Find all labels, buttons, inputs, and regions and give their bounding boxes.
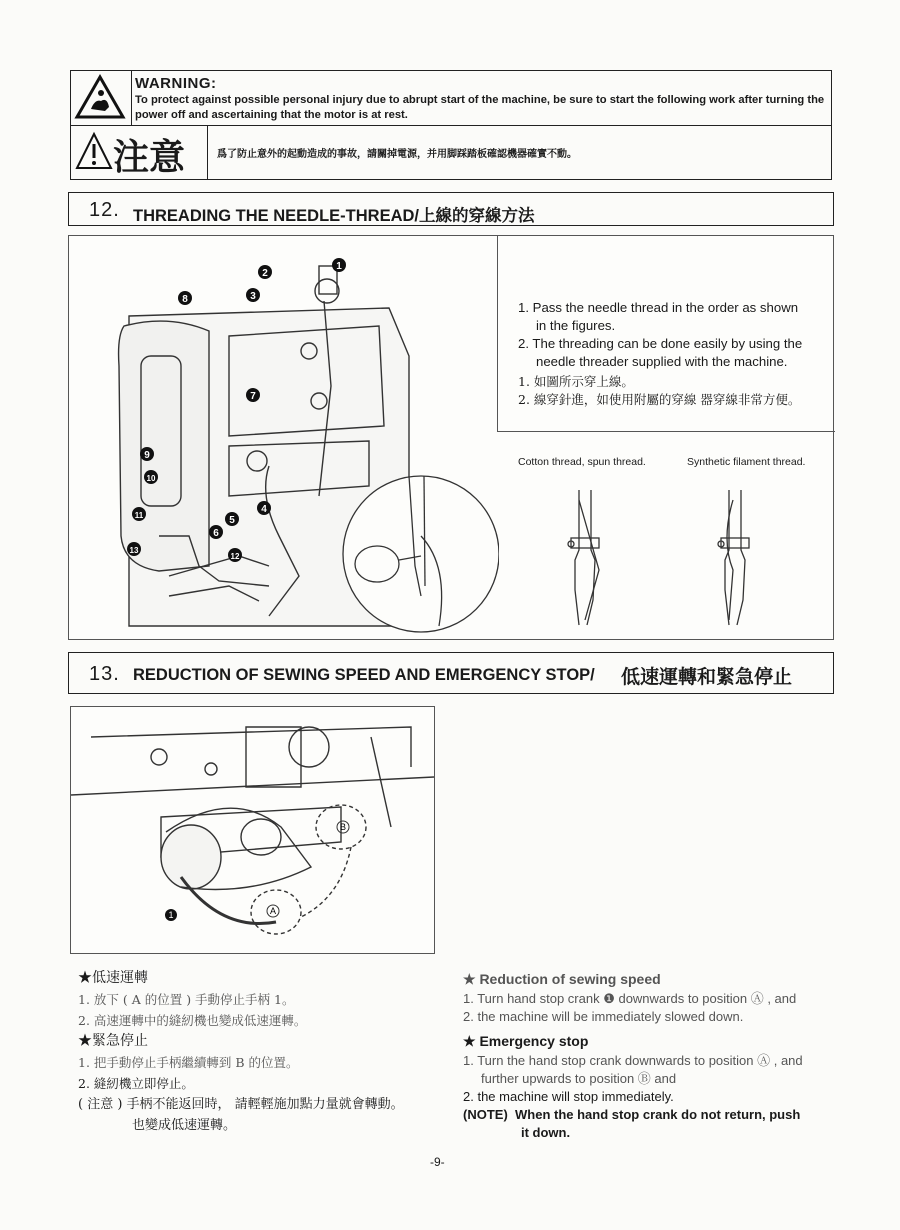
needle-detail-circle xyxy=(343,476,499,632)
section-13-zh-text xyxy=(78,968,458,1136)
callout-1 xyxy=(332,258,346,272)
section-13-title-zh: 低速運轉和緊急停止 xyxy=(621,667,793,688)
en-reduction-1: 1. Turn hand stop crank ❶ downwards to position Ⓐ , and xyxy=(463,991,797,1006)
callout-12-label: 12 xyxy=(230,552,240,561)
zh-stop-head: ★緊急停止 xyxy=(78,1033,148,1049)
page-number: -9- xyxy=(430,1155,445,1169)
step-2-line-1: 2. The threading can be done easily by using the xyxy=(518,336,803,351)
section-13-number: 13. xyxy=(89,663,120,685)
sewing-machine-head-illustration xyxy=(69,236,499,639)
warning-title: WARNING: xyxy=(135,75,217,92)
callout-6 xyxy=(209,525,223,539)
step-1-line-1: 1. Pass the needle thread in the order as shown xyxy=(518,300,799,315)
section-12-title: THREADING THE NEEDLE-THREAD/上線的穿線方法 xyxy=(133,207,535,225)
callout-5-label: 5 xyxy=(229,515,235,526)
warning-text: To protect against possible personal injury due to abrupt start of the machine, be sure to start the following work after turning the power off and ascertaining that the motor is at rest. xyxy=(135,94,825,121)
en-note-text-2: it down. xyxy=(521,1125,571,1140)
label-position-b xyxy=(337,821,349,833)
step-zh-2: 2. 線穿針進，如使用附屬的穿線 器穿線非常方便。 xyxy=(518,392,801,407)
hand-stop-crank-figure xyxy=(70,706,435,954)
callout-12 xyxy=(228,548,242,562)
callout-8-label: 8 xyxy=(182,294,188,305)
callout-11 xyxy=(132,507,146,521)
callout-10-label: 10 xyxy=(146,474,156,483)
callout-13-label: 13 xyxy=(129,546,139,555)
callout-11-label: 11 xyxy=(134,511,144,520)
needle-synthetic-illustration xyxy=(699,480,779,630)
zh-note-2: 也變成低速運轉。 xyxy=(132,1118,237,1133)
warning-row-chinese xyxy=(71,125,831,179)
step-1-line-2: in the figures. xyxy=(536,318,616,333)
warning-zh-text: 爲了防止意外的起動造成的事故，請關掉電源，并用脚踩踏板確認機器確實不動。 xyxy=(217,149,577,160)
callout-2-label: 2 xyxy=(262,268,268,279)
label-position-b-text: B xyxy=(339,822,347,832)
en-reduction-head: ★ Reduction of sewing speed xyxy=(463,971,661,987)
callout-3 xyxy=(246,288,260,302)
en-emergency-1: 1. Turn the hand stop crank downwards to position Ⓐ , and xyxy=(463,1053,803,1068)
section-12-number: 12. xyxy=(89,199,120,221)
en-note-text: When the hand stop crank do not return, push xyxy=(515,1107,801,1122)
threading-steps-zh xyxy=(518,373,800,409)
callout-9 xyxy=(140,447,154,461)
warning-hand-icon xyxy=(71,71,129,123)
warning-box xyxy=(70,70,832,180)
en-note-label: (NOTE) xyxy=(463,1107,508,1122)
zh-note-1: ( 注意 ) 手柄不能返回時， 請輕輕施加點力量就會轉動。 xyxy=(78,1097,404,1112)
callout-8 xyxy=(178,291,192,305)
zh-stop-1: 1. 把手動停止手柄繼續轉到 B 的位置。 xyxy=(78,1055,299,1070)
en-emergency-head: ★ Emergency stop xyxy=(463,1033,589,1049)
caption-synthetic-thread: Synthetic filament thread. xyxy=(687,456,806,468)
callout-5 xyxy=(225,512,239,526)
zh-stop-2: 2. 縫紉機立即停止。 xyxy=(78,1076,194,1091)
caution-triangle-icon xyxy=(75,131,113,171)
callout-crank-1-label: 1 xyxy=(168,910,174,920)
label-position-a xyxy=(267,905,279,917)
section-13-header xyxy=(68,652,834,694)
section-13-en-text xyxy=(463,970,843,1142)
callout-2 xyxy=(258,265,272,279)
callout-3-label: 3 xyxy=(250,291,256,302)
callout-7 xyxy=(246,388,260,402)
en-reduction-2: 2. the machine will be immediately slowed down. xyxy=(463,1009,744,1024)
zhuyi-title: 注意 xyxy=(113,137,186,178)
callout-4-label: 4 xyxy=(261,504,267,515)
zh-low-speed-head: ★低速運轉 xyxy=(78,970,148,986)
section-13-title: REDUCTION OF SEWING SPEED AND EMERGENCY STOP/ xyxy=(133,666,595,684)
threading-steps-box xyxy=(497,236,835,432)
threading-steps-en xyxy=(518,299,802,371)
callout-13 xyxy=(127,542,141,556)
callout-10 xyxy=(144,470,158,484)
warning-icon-cell xyxy=(71,71,132,125)
hand-stop-crank-illustration xyxy=(71,707,434,953)
callout-6-label: 6 xyxy=(213,528,219,539)
warning-row-english xyxy=(71,71,831,126)
callout-1-label: 1 xyxy=(336,261,342,272)
zhuyi-cell xyxy=(71,125,208,179)
callout-7-label: 7 xyxy=(250,391,256,402)
zh-low-speed-1: 1. 放下 ( A 的位置 ) 手動停止手柄 1。 xyxy=(78,992,295,1007)
callout-9-label: 9 xyxy=(144,450,150,461)
en-emergency-1b: further upwards to position Ⓑ and xyxy=(481,1071,677,1086)
zh-low-speed-2: 2. 高速運轉中的縫紉機也變成低速運轉。 xyxy=(78,1013,307,1028)
threading-figure-panel xyxy=(68,235,834,640)
label-position-a-text: A xyxy=(269,906,277,916)
section-12-header xyxy=(68,192,834,226)
step-zh-1: 1. 如圖所示穿上線。 xyxy=(518,374,634,389)
callout-4 xyxy=(257,501,271,515)
caption-cotton-thread: Cotton thread, spun thread. xyxy=(518,456,646,468)
step-2-line-2: needle threader supplied with the machine. xyxy=(536,354,788,369)
en-emergency-2: 2. the machine will stop immediately. xyxy=(463,1089,674,1104)
needle-cotton-illustration xyxy=(549,480,629,630)
callout-crank-1 xyxy=(165,909,177,921)
